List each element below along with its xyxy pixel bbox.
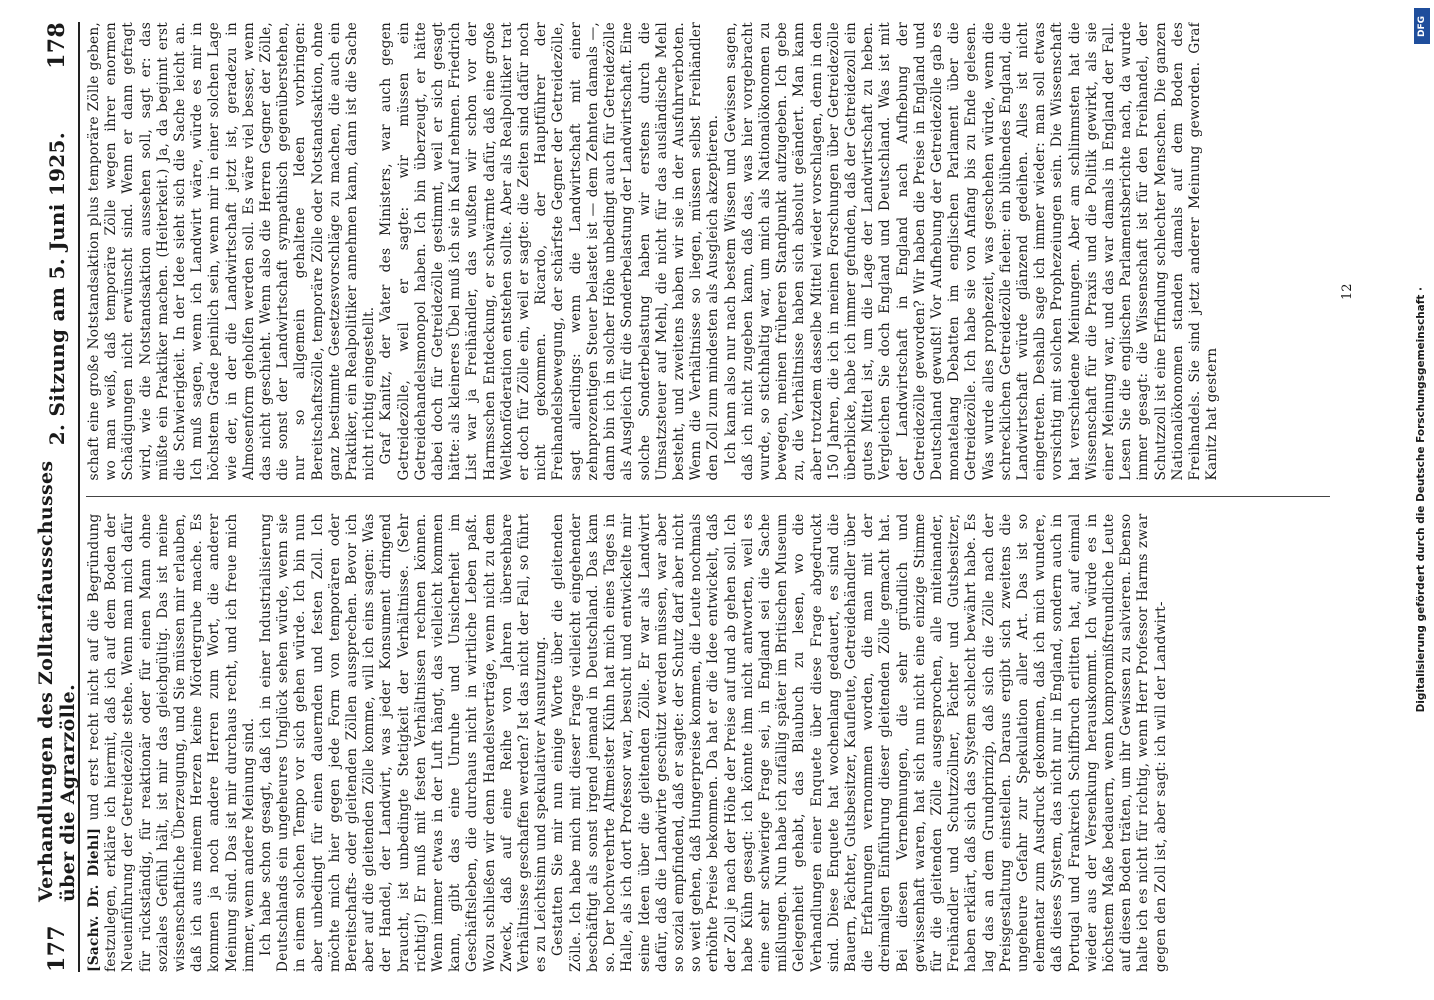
header-rule [78, 22, 80, 972]
right-column [86, 22, 1330, 481]
right-paragraph-1: schaft eine große Notstandsaktion plus temporäre Zölle geben, wo man weiß, daß temporäre Zölle wegen ihrer enormen Schädigungen nicht erwünscht sind. Wenn er dann gefragt wird, wie die Notstandsaktion aussehen soll, sagt er: das müßte ein Praktiker machen. (Heiterkeit.) Ja, da beginnt erst die Schwierigkeit. In der Idee sieht sich die Sache leicht an. Ich muß sagen, wenn ich Landwirt wäre, würde es mir in höchstem Grade peinlich sein, wenn mir in einer solchen Lage wie der, in der die Landwirtschaft jetzt ist, geradezu in Almosenform geholfen werden soll. Es wäre viel besser, wenn das nicht geschieht. Wenn also die Herren Gegner der Zölle, die sonst der Landwirtschaft sympathisch gegenüberstehen, nur so allgemein gehaltene Ideen vorbringen: Bereitschaftszölle, temporäre Zölle oder Notstandsaktion, ohne ganz bestimmte Gesetzesvorschläge zu machen, die auch ein Praktiker, ein Realpolitiker annehmen kann, dann ist die Sache nicht richtig eingestellt. [86, 22, 378, 481]
left-paragraph-1 [86, 514, 258, 973]
page-number-left: 177 [44, 925, 70, 972]
text-columns [86, 22, 1330, 972]
dfg-logo-badge: DFG [1414, 8, 1430, 44]
imprint-text: Digitalisierung gefördert durch die Deutsche Forschungsgemeinschaft · [1415, 287, 1427, 713]
session-date: 2. Sitzung am 5. Juni 1925. [45, 132, 69, 446]
page-header [35, 22, 79, 972]
speaker-label: [Sachv. Dr. Diehl] [86, 827, 102, 972]
left-column [86, 514, 1330, 973]
right-paragraph-2: Graf Kanitz, der Vater des Ministers, war auch gegen Getreidezölle, weil er sagte: wir müssen ein Getreidehandelsmonopol haben. Ich bin überzeugt, er hätte dabei doch für Getreidezölle gestimmt, weil er sich gesagt hätte: als kleineres Übel muß ich sie in Kauf nehmen. Friedrich List war ja Freihändler, das wußten wir schon vor der Harmsschen Entdeckung, er schwärmte dafür, daß eine große Weltkonföderation entstehen sollte. Aber als Realpolitiker trat er doch für Zölle ein, weil er sagte: die Zeiten sind dafür noch nicht gekommen. Ricardo, der Hauptführer der Freihandelsbewegung, der schärfste Gegner der Getreidezölle, sagt allerdings: wenn die Landwirtschaft mit einer zehnprozentigen Steuer belastet ist — dem Zehnten damals —, dann bin ich in solcher Höhe unbedingt auch für Getreidezölle als Ausgleich für die Sonderbelastung der Landwirtschaft. Eine solche Sonderbelastung haben wir erstens durch die Umsatzsteuer auf Mehl, die nicht für das ausländische Mehl besteht, und zweitens haben wir sie in der Ausfuhrverboten. Wenn die Verhältnisse so liegen, müssen selbst Freihändler den Zoll zum mindesten als Ausgleich akzeptieren. [378, 22, 722, 481]
left-paragraph-2: Ich habe schon gesagt, daß ich in einer Industrialisierung Deutschlands ein ungeheures Unglück sehen würde, wenn sie in einem solchen Tempo vor sich gehen würde. Ich bin nun aber unbedingt für einen dauernden und festen Zoll. Ich möchte mich hier gegen jede Form von temporären oder Bereitschafts- oder gleitenden Zöllen aussprechen. Bevor ich aber auf die gleitenden Zölle komme, will ich eins sagen: Was der Handel, der Landwirt, was jeder Konsument dringend braucht, ist unbedingte Stetigkeit der Verhältnisse. (Sehr richtig!) Er muß mit festen Verhältnissen rechnen können. Wenn immer etwas in der Luft hängt, das vielleicht kommen kann, gibt das eine Unruhe und Unsicherheit im Geschäftsleben, die durchaus nicht in wirtliche Leben paßt. Wozu schließen wir denn Handelsverträge, wenn nicht zu dem Zweck, daß auf eine Reihe von Jahren übersehbare Verhältnisse geschaffen werden? Ist das nicht der Fall, so führt es zu Leichtsinn und spekulativer Ausnutzung. [258, 513, 550, 972]
column-divider [86, 497, 1330, 498]
page-number-right: 178 [44, 22, 70, 69]
digitization-imprint [1408, 0, 1434, 1000]
signature-mark: 12 [1340, 283, 1355, 300]
left-paragraph-1-text: und erst recht nicht auf die Begründung festzulegen, erkläre ich hiermit, daß ich auf dem Boden der Neueinführung der Getreidezölle stehe. Wenn man mich dafür für rückständig, für reaktionär oder für einen Mann ohne soziales Gefühl hält, ist mir das gleichgültig. Das ist meine wissenschaftliche Überzeugung, und Sie müssen mir erlauben, daß ich aus meinem Herzen keine Mördergrube mache. Es kommen ja noch andere Herren zum Wort, die anderer Meinung sind. Das ist mir durchaus recht, und ich freue mich immer, wenn andere Meinung sind. [86, 513, 257, 972]
right-paragraph-3: Ich kann also nur nach bestem Wissen und Gewissen sagen, daß ich nicht zugeben kann, daß das, was hier vorgebracht wurde, so stichhaltig war, um mich als Nationalökonomen zu bewegen, meinen früheren Standpunkt aufzugeben. Ich gebe zu, die Verhältnisse haben sich absolut geändert. Man kann aber trotzdem dasselbe Mittel wieder vorschlagen, denn in den 150 Jahren, die ich in meinen Forschungen über Getreidezölle überblicke, habe ich immer gefunden, daß der Getreidezoll ein gutes Mittel ist, um die Lage der Landwirtschaft zu heben. Vergleichen Sie doch England und Deutschland. Was ist mit der Landwirtschaft in England nach Aufhebung der Getreidezölle geworden? Wir haben die Preise in England und Deutschland gewußt! Vor Aufhebung der Getreidezölle gab es monatelang Debatten im englischen Parlament über die Getreidezölle. Ich habe sie von Anfang bis zu Ende gelesen. Was wurde alles prophezeit, was geschehen würde, wenn die schrecklichen Getreidezölle fielen: ein blühendes England, die Landwirtschaft würde glänzend gedeihen. Alles ist nicht eingetreten. Deshalb sage ich immer wieder: man soll etwas vorsichtig mit solchen Prophezeiungen sein. Die Wissenschaft hat verschiedene Meinungen. Aber am schlimmsten hat die Wissenschaft für die Praxis und die Politik gewirkt, als sie einer Meinung war, und das war damals in England der Fall. Lesen Sie die englischen Parlamentsberichte nach, da wurde immer gesagt: die Wissenschaft ist für den Freihandel, der Schutzzoll ist eine Erfindung schlechter Menschen. Die ganzen Nationalökonomen standen damals auf dem Boden des Freihandels. Sie sind jetzt anderer Meinung geworden. Graf Kanitz hat gestern [722, 22, 1221, 481]
left-paragraph-3: Gestatten Sie mir nun einige Worte über die gleitenden Zölle. Ich habe mich mit dieser Frage vielleicht eingehender beschäftigt als sonst irgend jemand in Deutschland. Das kam so. Der hochverehrte Altmeister Kühn hat mich eines Tages in Halle, als ich dort Professor war, besucht und entwickelte mir seine Ideen über die gleitenden Zölle. Er war als Landwirt dafür, daß die Landwirte geschützt werden müssen, war aber so sozial empfindend, daß er sagte: der Schutz darf aber nicht so weit gehen, daß Hungerpreise kommen, die Leute nochmals erhöhte Preise bekommen. Da hat er die Idee entwickelt, daß der Zoll je nach der Höhe der Preise auf und ab gehen soll. Ich habe Kühn gesagt: ich könnte ihm nicht antworten, weil es eine sehr schwierige Frage sei, in England sei die Sache mißlungen. Nun habe ich zufällig später im Britischen Museum Gelegenheit gehabt, das Blaubuch zu lesen, wo die Verhandlungen einer Enquete über diese Frage abgedruckt sind. Diese Enquete hat wochenlang gedauert, es sind die Bauern, Pächter, Gutsbesitzer, Kaufleute, Getreidehändler über die Erfahrungen vernommen worden, die man mit der dreimaligen Einführung dieser gleitenden Zölle gemacht hat. Bei diesen Vernehmungen, die sehr gründlich und gewissenhaft waren, hat sich nun nicht eine einzige Stimme für die gleitenden Zölle ausgesprochen, alle miteinander, Freihändler und Schutzzöllner, Pächter und Gutsbesitzer, haben erklärt, daß sich das System schlecht bewährt habe. Es lag das an dem Grundprinzip, daß sich die Zölle nach der Preisgestaltung einstellen. Daraus ergibt sich zweitens die ungeheure Gefahr zur Spekulation aller Art. Das ist so elementar zum Ausdruck gekommen, daß ich mich wundere, daß dieses System, das nicht nur in England, sondern auch in Portugal und Frankreich Schiffbruch erlitten hat, auf einmal wieder aus der Versenkung herauskommt. Ich würde es in höchstem Maße bedauern, wenn kompromißfreundliche Leute auf diesen Boden träten, um ihr Gewissen zu salvieren. Ebenso halte ich es nicht für richtig, wenn Herr Professor Harms zwar gegen den Zoll ist, aber sagt: ich will der Landwirt- [550, 513, 1169, 972]
document-title: Verhandlungen des Zolltarifausschusses über die Agrarzölle. [35, 460, 79, 902]
